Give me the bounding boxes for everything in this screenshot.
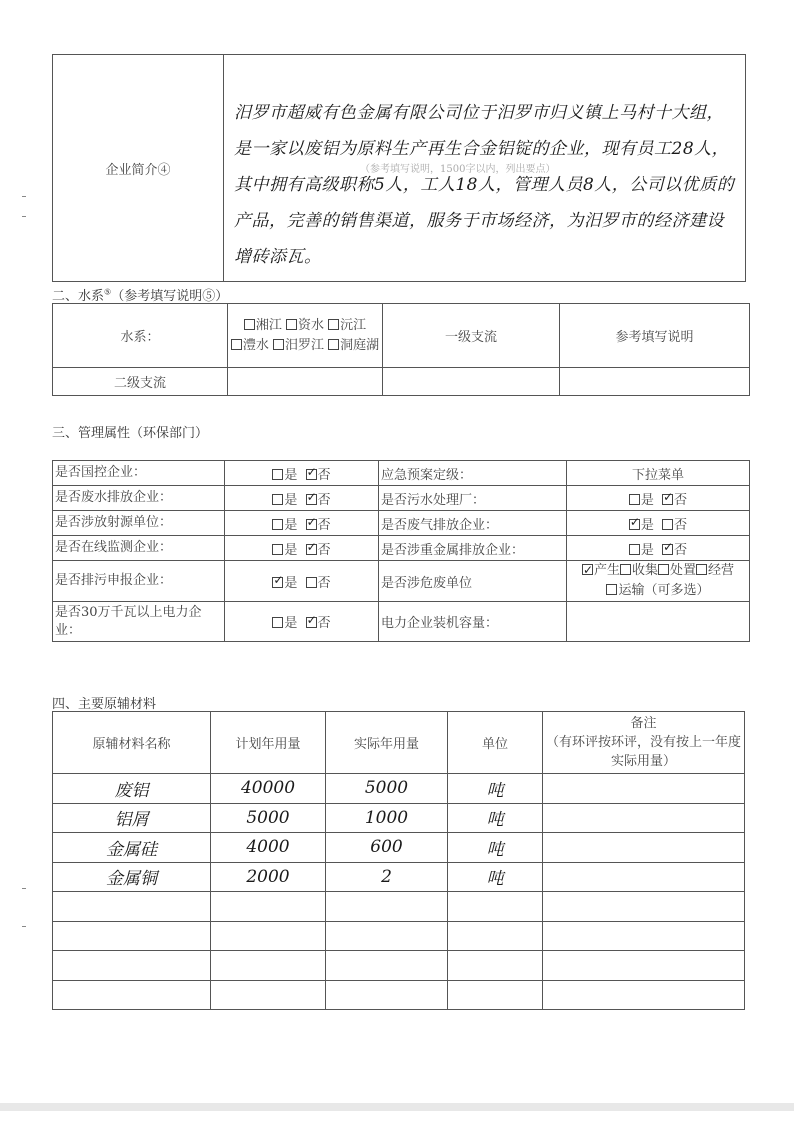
- water-opt-lishui[interactable]: [231, 338, 269, 353]
- checkbox[interactable]: [629, 519, 640, 530]
- checkbox[interactable]: [306, 617, 317, 628]
- table-cell[interactable]: [448, 921, 543, 951]
- mgmt-left-choice: [225, 511, 379, 536]
- materials-table: [52, 711, 745, 1010]
- hazard-opt[interactable]: [696, 563, 734, 578]
- scan-bottom-bar: [0, 1103, 794, 1111]
- header-actual: [326, 712, 448, 774]
- cell-value: 吨: [486, 780, 504, 801]
- water-opt-miluojiang[interactable]: [273, 338, 324, 353]
- checkbox[interactable]: [620, 564, 631, 575]
- mgmt-right-label: [379, 602, 567, 642]
- mgmt-right-yes[interactable]: [629, 543, 654, 558]
- mgmt-left-no[interactable]: [306, 493, 331, 508]
- no-label: 否: [317, 575, 331, 591]
- checkbox[interactable]: [306, 544, 317, 555]
- header-label: 单位: [481, 737, 508, 752]
- cell-value: 5000: [364, 778, 409, 799]
- table-cell[interactable]: [543, 862, 745, 892]
- checkbox[interactable]: [629, 494, 640, 505]
- water-col4: 参考填写说明: [615, 330, 694, 345]
- checkbox[interactable]: [286, 319, 297, 330]
- water-opt-yuanjiang[interactable]: [328, 318, 366, 333]
- checkbox[interactable]: [272, 617, 283, 628]
- table-cell[interactable]: [211, 833, 326, 863]
- scan-mark: [22, 216, 26, 217]
- table-cell[interactable]: [211, 862, 326, 892]
- table-row: [53, 921, 745, 951]
- intro-label-cell: [53, 55, 224, 282]
- cell-value: 2: [381, 866, 392, 887]
- option-label: 产生: [593, 563, 620, 578]
- option-label: 经营: [708, 563, 735, 578]
- yes-label: 是: [284, 467, 298, 483]
- table-cell[interactable]: [211, 803, 326, 833]
- table-cell[interactable]: [211, 921, 326, 951]
- table-cell[interactable]: [448, 833, 543, 863]
- table-cell[interactable]: [326, 803, 448, 833]
- question-label: 是否国控企业：: [55, 465, 147, 480]
- checkbox[interactable]: [662, 544, 673, 555]
- scan-mark: [22, 196, 26, 197]
- mgmt-left-no[interactable]: [306, 576, 331, 591]
- checkbox[interactable]: [696, 564, 707, 575]
- checkbox[interactable]: [658, 564, 669, 575]
- yes-label: 是: [284, 542, 298, 558]
- question-label: 应急预案定级：: [381, 467, 473, 483]
- table-cell[interactable]: [543, 892, 745, 922]
- table-cell[interactable]: [326, 892, 448, 922]
- table-row: [53, 862, 745, 892]
- water-row2-input[interactable]: [228, 368, 383, 396]
- table-cell[interactable]: [326, 951, 448, 981]
- hazard-opt[interactable]: [606, 583, 644, 598]
- question-label: 是否废气排放企业：: [381, 517, 499, 533]
- cell-value: 5000: [246, 807, 290, 828]
- checkbox[interactable]: [306, 494, 317, 505]
- mgmt-right-yes[interactable]: [629, 493, 654, 508]
- yes-label: 是: [284, 517, 298, 533]
- water-row2-label-cell: [53, 368, 228, 396]
- yes-label: 是: [640, 517, 654, 533]
- hazard-opt[interactable]: [582, 563, 620, 578]
- header-label: 实际年用量: [353, 737, 419, 752]
- mgmt-left-choice: [225, 536, 379, 561]
- checkbox[interactable]: [328, 339, 339, 350]
- mgmt-left-no[interactable]: [306, 616, 331, 631]
- question-label: 是否涉放射源单位：: [55, 515, 173, 530]
- table-cell[interactable]: [53, 980, 211, 1010]
- mgmt-row: [53, 536, 750, 561]
- mgmt-left-yes[interactable]: [272, 518, 297, 533]
- materials-heading: 四、主要原辅材料: [52, 697, 157, 712]
- mgmt-left-yes[interactable]: [272, 493, 297, 508]
- mgmt-left-no[interactable]: [306, 543, 331, 558]
- header-planned: [211, 712, 326, 774]
- table-cell[interactable]: [543, 803, 745, 833]
- water-heading: [52, 285, 228, 304]
- header-label: 原辅材料名称: [92, 737, 171, 752]
- checkbox[interactable]: [662, 494, 673, 505]
- table-cell[interactable]: [448, 892, 543, 922]
- checkbox[interactable]: [328, 319, 339, 330]
- table-row: [53, 774, 745, 804]
- mgmt-right-label: [379, 511, 567, 536]
- table-cell[interactable]: [326, 833, 448, 863]
- table-cell[interactable]: [543, 833, 745, 863]
- table-cell[interactable]: [326, 862, 448, 892]
- table-cell[interactable]: [211, 980, 326, 1010]
- mgmt-left-choice: [225, 486, 379, 511]
- yes-label: 是: [284, 575, 298, 591]
- mgmt-left-yes[interactable]: [272, 616, 297, 631]
- mgmt-row: [53, 602, 750, 642]
- checkbox[interactable]: [306, 469, 317, 480]
- mgmt-left-label: [53, 461, 225, 486]
- table-cell[interactable]: [448, 803, 543, 833]
- cell-value: 4000: [246, 837, 290, 858]
- mgmt-left-yes[interactable]: [272, 576, 297, 591]
- mgmt-left-label: [53, 561, 225, 602]
- question-label: 是否涉危废单位: [381, 575, 473, 591]
- mgmt-left-label: [53, 511, 225, 536]
- no-label: 否: [317, 517, 331, 533]
- mgmt-left-choice: [225, 461, 379, 486]
- hazard-note: （可多选）: [644, 583, 710, 598]
- checkbox[interactable]: [272, 544, 283, 555]
- no-label: 否: [317, 492, 331, 508]
- water-heading-sup: ⑤: [104, 287, 112, 297]
- checkbox[interactable]: [306, 519, 317, 530]
- table-row: [53, 892, 745, 922]
- question-label: 是否30万千瓦以上电力企业：: [55, 604, 202, 638]
- table-cell[interactable]: [543, 774, 745, 804]
- intro-label: 企业简介④: [105, 162, 171, 178]
- mgmt-row: [53, 561, 750, 602]
- hazard-options-cell: [567, 561, 750, 602]
- table-cell[interactable]: [326, 921, 448, 951]
- mgmt-heading: 三、管理属性（环保部门）: [52, 426, 209, 441]
- checkbox[interactable]: [231, 339, 242, 350]
- table-cell[interactable]: [211, 892, 326, 922]
- table-row: [53, 980, 745, 1010]
- table-cell[interactable]: [211, 774, 326, 804]
- header-unit: [448, 712, 543, 774]
- water-label: 水系：: [120, 330, 160, 345]
- table-cell[interactable]: [543, 921, 745, 951]
- cell-value: 600: [370, 837, 403, 858]
- table-cell[interactable]: [53, 803, 211, 833]
- option-label: 湘江: [255, 317, 282, 333]
- table-cell[interactable]: [543, 980, 745, 1010]
- header-name: [53, 712, 211, 774]
- water-row2-label: 二级支流: [113, 376, 166, 391]
- mgmt-left-label: [53, 536, 225, 561]
- mgmt-left-yes[interactable]: [272, 468, 297, 483]
- cell-value: 1000: [364, 807, 409, 828]
- mgmt-left-label: [53, 486, 225, 511]
- mgmt-row: [53, 486, 750, 511]
- table-cell[interactable]: [53, 892, 211, 922]
- checkbox[interactable]: [272, 494, 283, 505]
- table-row: [53, 803, 745, 833]
- option-label: 洞庭湖: [340, 337, 380, 353]
- mgmt-right-no[interactable]: [662, 543, 687, 558]
- question-label: 是否在线监测企业：: [55, 540, 173, 555]
- mgmt-row: [53, 461, 750, 486]
- checkbox[interactable]: [662, 519, 673, 530]
- water-row2-input[interactable]: [383, 368, 560, 396]
- mgmt-right-choice: [567, 536, 750, 561]
- hazard-opt[interactable]: [620, 563, 658, 578]
- option-label: 澧水: [242, 337, 269, 353]
- intro-text: 汨罗市超威有色金属有限公司位于汨罗市归义镇上马村十大组，是一家以废铝为原料生产再生合金铝锭的企业，现有员工28人，其中拥有高级职称5人，工人18人，管理人员8人，公司以优质的产品，完善的销售渠道，服务于市场经济，为汨罗市的经济建设增砖添瓦。: [234, 103, 735, 267]
- hazard-opt[interactable]: [658, 563, 696, 578]
- mgmt-right-choice: [567, 486, 750, 511]
- mgmt-right-no[interactable]: [662, 518, 687, 533]
- table-cell[interactable]: [211, 951, 326, 981]
- question-label: 电力企业装机容量：: [381, 616, 499, 631]
- mgmt-left-choice: [225, 602, 379, 642]
- mgmt-left-label: [53, 602, 225, 642]
- question-label: 是否废水排放企业：: [55, 490, 173, 505]
- mgmt-right-choice: [567, 511, 750, 536]
- checkbox[interactable]: [272, 469, 283, 480]
- water-label-cell: [53, 304, 228, 368]
- checkbox[interactable]: [272, 519, 283, 530]
- mgmt-left-no[interactable]: [306, 468, 331, 483]
- no-label: 否: [317, 467, 331, 483]
- water-opt-xiangjiang[interactable]: [244, 318, 282, 333]
- water-heading-text: 二、水系: [52, 289, 105, 304]
- mgmt-right-label: [379, 561, 567, 602]
- table-row: [53, 951, 745, 981]
- cell-value: 吨: [486, 839, 504, 860]
- mgmt-right-value[interactable]: [567, 602, 750, 642]
- option-label: 沅江: [340, 317, 367, 333]
- header-remark: [543, 712, 745, 774]
- question-label: 是否排污申报企业：: [55, 573, 173, 588]
- mgmt-table: [52, 460, 750, 642]
- table-cell[interactable]: [53, 862, 211, 892]
- mgmt-right-no[interactable]: [662, 493, 687, 508]
- table-cell[interactable]: [326, 980, 448, 1010]
- mgmt-row: [53, 511, 750, 536]
- water-col3-cell: [383, 304, 560, 368]
- checkbox[interactable]: [606, 584, 617, 595]
- water-col4-cell: [560, 304, 750, 368]
- table-row: [53, 833, 745, 863]
- mgmt-left-no[interactable]: [306, 518, 331, 533]
- option-label: 运输: [618, 583, 645, 598]
- table-cell[interactable]: [543, 951, 745, 981]
- mgmt-right-label: [379, 536, 567, 561]
- no-label: 否: [317, 616, 331, 631]
- intro-hint: （参考填写说明，1500字以内，列出要点）: [360, 164, 556, 175]
- option-label: 资水: [297, 317, 324, 333]
- cell-value: 吨: [486, 869, 504, 890]
- cell-value: 废铝: [114, 780, 149, 801]
- cell-value: 金属铜: [106, 869, 157, 890]
- no-label: 否: [317, 542, 331, 558]
- yes-label: 是: [284, 492, 298, 508]
- cell-value: 铝屑: [114, 810, 149, 831]
- scan-mark: [22, 888, 26, 889]
- table-cell[interactable]: [448, 951, 543, 981]
- mgmt-left-choice: [225, 561, 379, 602]
- no-label: 否: [674, 517, 688, 533]
- water-heading-note: （参考填写说明⑤）: [111, 289, 229, 304]
- table-cell[interactable]: [53, 774, 211, 804]
- option-label: 处置: [670, 563, 697, 578]
- table-cell[interactable]: [53, 951, 211, 981]
- water-col3: 一级支流: [444, 330, 497, 345]
- checkbox[interactable]: [273, 339, 284, 350]
- table-cell[interactable]: [448, 862, 543, 892]
- table-cell[interactable]: [53, 921, 211, 951]
- checkbox[interactable]: [629, 544, 640, 555]
- cell-value: 2000: [246, 866, 290, 887]
- scan-mark: [22, 926, 26, 927]
- checkbox[interactable]: [306, 577, 317, 588]
- yes-label: 是: [640, 542, 654, 558]
- checkbox[interactable]: [272, 577, 283, 588]
- question-label: 是否污水处理厂：: [381, 492, 486, 508]
- water-options-cell: [228, 304, 383, 368]
- cell-value: 吨: [486, 810, 504, 831]
- yes-label: 是: [640, 492, 654, 508]
- checkbox[interactable]: [244, 319, 255, 330]
- water-opt-dongtinghu[interactable]: [328, 338, 379, 353]
- checkbox[interactable]: [582, 564, 593, 575]
- mgmt-right-label: [379, 486, 567, 511]
- yes-label: 是: [284, 616, 298, 631]
- mgmt-left-yes[interactable]: [272, 543, 297, 558]
- mgmt-right-yes[interactable]: [629, 518, 654, 533]
- dropdown-label: 下拉菜单: [631, 467, 684, 483]
- no-label: 否: [674, 542, 688, 558]
- remark-note: （有环评按环评，没有按上一年度实际用量）: [545, 735, 741, 769]
- water-table: [52, 303, 750, 396]
- water-row2-input[interactable]: [560, 368, 750, 396]
- mgmt-right-label: [379, 461, 567, 486]
- cell-value: 金属硅: [106, 839, 157, 860]
- no-label: 否: [674, 492, 688, 508]
- table-cell[interactable]: [53, 833, 211, 863]
- question-label: 是否涉重金属排放企业：: [381, 542, 525, 558]
- option-label: 收集: [631, 563, 658, 578]
- header-label: 计划年用量: [235, 737, 301, 752]
- mgmt-right-value[interactable]: [567, 461, 750, 486]
- cell-value: 40000: [240, 778, 296, 799]
- table-cell[interactable]: [326, 774, 448, 804]
- header-label: 备注: [630, 716, 657, 731]
- table-cell[interactable]: [448, 980, 543, 1010]
- option-label: 汨罗江: [284, 337, 324, 353]
- water-opt-zishui[interactable]: [286, 318, 324, 333]
- table-cell[interactable]: [448, 774, 543, 804]
